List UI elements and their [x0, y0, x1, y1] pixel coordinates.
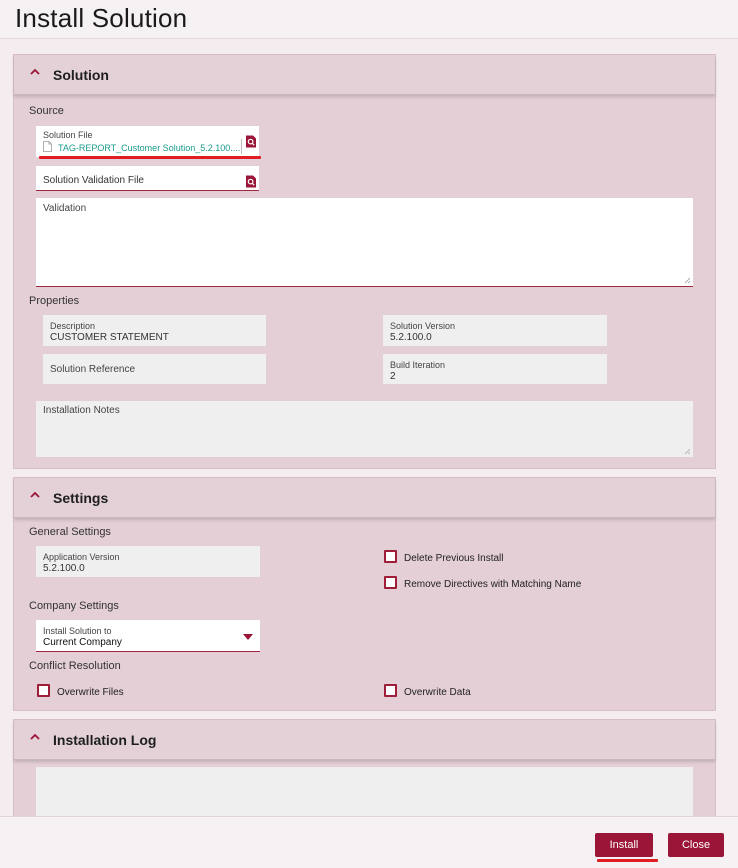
solution-validation-file-field[interactable]: [36, 166, 259, 191]
delete-previous-install-checkbox[interactable]: [384, 550, 397, 563]
install-solution-to-label: Install Solution to: [43, 626, 112, 636]
installation-log-area: [36, 767, 693, 816]
install-button[interactable]: Install: [595, 833, 653, 857]
installation-notes-field: [36, 401, 693, 457]
solution-file-divider: [241, 139, 242, 154]
caret-down-icon[interactable]: [243, 634, 253, 640]
resize-grip-icon[interactable]: [684, 277, 691, 284]
solution-file-label: Solution File: [43, 130, 93, 140]
description-value: CUSTOMER STATEMENT: [50, 332, 169, 343]
close-button[interactable]: Close: [668, 833, 724, 857]
general-settings-label: General Settings: [29, 526, 111, 538]
application-version-field: [36, 546, 260, 577]
installation-log-panel-title: Installation Log: [53, 732, 157, 748]
solution-version-label: Solution Version: [390, 321, 456, 331]
installation-notes-label: Installation Notes: [43, 405, 120, 416]
solution-version-value: 5.2.100.0: [390, 332, 432, 343]
install-button-highlight: [597, 859, 658, 862]
solution-file-value[interactable]: TAG-REPORT_Customer Solution_5.2.100....: [58, 143, 241, 153]
solution-version-field: [383, 315, 607, 346]
title-bar: [0, 0, 738, 39]
overwrite-files-checkbox[interactable]: [37, 684, 50, 697]
content-area[interactable]: [0, 39, 738, 816]
resize-grip-icon: [684, 448, 691, 455]
validation-label: Validation: [43, 203, 87, 214]
description-label: Description: [50, 321, 96, 331]
chevron-up-icon[interactable]: [28, 487, 42, 503]
build-iteration-label: Build Iteration: [390, 360, 446, 370]
install-solution-to-value: Current Company: [43, 637, 122, 648]
chevron-up-icon[interactable]: [28, 729, 42, 745]
chevron-up-icon[interactable]: [28, 64, 42, 80]
remove-directives-checkbox[interactable]: [384, 576, 397, 589]
properties-label: Properties: [29, 295, 80, 307]
search-file-icon[interactable]: [245, 135, 257, 148]
build-iteration-value: 2: [390, 371, 396, 382]
solution-file-field[interactable]: [36, 126, 259, 157]
solution-panel-title: Solution: [53, 67, 109, 83]
solution-panel-header[interactable]: [14, 55, 715, 95]
application-version-value: 5.2.100.0: [43, 563, 85, 574]
solution-panel: [13, 54, 716, 469]
file-icon: [43, 141, 52, 152]
solution-validation-file-label: Solution Validation File: [43, 175, 144, 186]
application-version-label: Application Version: [43, 552, 120, 562]
search-file-icon[interactable]: [245, 175, 257, 188]
overwrite-files-label[interactable]: Overwrite Files: [57, 687, 124, 698]
page-title: Install Solution: [15, 3, 188, 33]
source-label: Source: [29, 105, 64, 117]
description-field: [43, 315, 266, 346]
solution-file-highlight: [39, 156, 261, 159]
validation-textarea[interactable]: [36, 198, 693, 287]
overwrite-data-checkbox[interactable]: [384, 684, 397, 697]
solution-reference-field: [43, 354, 266, 384]
settings-panel-title: Settings: [53, 490, 109, 506]
installation-log-panel: [13, 719, 716, 816]
company-settings-label: Company Settings: [29, 600, 119, 612]
install-solution-to-select[interactable]: [36, 620, 260, 652]
solution-reference-label: Solution Reference: [50, 364, 136, 375]
settings-panel: [13, 477, 716, 711]
delete-previous-install-label[interactable]: Delete Previous Install: [404, 553, 504, 564]
settings-panel-header[interactable]: [14, 478, 715, 518]
overwrite-data-label[interactable]: Overwrite Data: [404, 687, 471, 698]
installation-log-panel-header[interactable]: [14, 720, 715, 760]
remove-directives-label[interactable]: Remove Directives with Matching Name: [404, 579, 582, 590]
build-iteration-field: [383, 354, 607, 384]
conflict-resolution-label: Conflict Resolution: [29, 660, 121, 672]
dialog-footer: [0, 816, 738, 868]
